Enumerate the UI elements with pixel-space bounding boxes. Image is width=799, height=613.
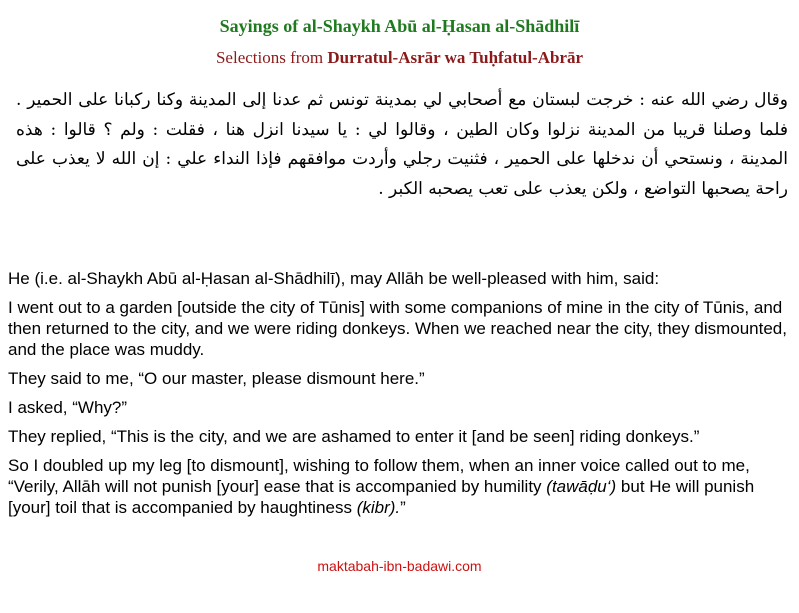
subtitle-prefix: Selections from — [215, 48, 328, 67]
translation-intro: He (i.e. al-Shaykh Abū al-Ḥasan al-Shādhilī), may Allāh be well-pleased with him, said: — [8, 269, 660, 288]
english-translation — [8, 268, 790, 526]
term-kibr: (kibr). — [356, 498, 401, 517]
translation-paragraph-why: I asked, “Why?” — [8, 398, 128, 417]
voice-text-a: So I doubled up my leg [to dismount], wishing to follow them, when an inner voice called out to me, “Verily, Allāh will not punish [your] ease that is accompanied by humility — [8, 456, 750, 496]
arabic-text: وقال رضي الله عنه : خرجت لبستان مع أصحابي لي بمدينة تونس ثم عدنا إلى المدينة وكنا ركبانا على الحمير . فلما وصلنا قريبا من المدينة نزلوا وكان الطين ، وقالوا لي : يا سيدنا انزل هنا ، فقلت : ولم ؟ قالوا : هذه المدينة ، ونستحي أن ندخلها على الحمير ، فثنيت رجلي وأردت موافقهم فإذا النداء علي : إن الله لا يعذب على راحة يصحبها التواضع ، ولكن يعذب على تعب يصحبه الكبر . — [16, 90, 788, 199]
page-subtitle — [0, 48, 799, 68]
footer-site-link[interactable]: maktabah-ibn-badawi.com — [317, 558, 482, 574]
book-title: Durratul-Asrār wa Tuḥfatul-Abrār — [327, 48, 584, 67]
translation-paragraph-garden: I went out to a garden [outside the city of Tūnis] with some companions of mine in the city of Tūnis, and then returned to the city, and we were riding donkeys. When we reached near the city, they dismounted, and the place was muddy. — [8, 298, 787, 359]
voice-text-b: but He will punish [your] toil that is accompanied by haughtiness — [8, 477, 755, 517]
translation-paragraph-reply: They replied, “This is the city, and we are ashamed to enter it [and be seen] riding donkeys.” — [8, 427, 700, 446]
translation-paragraph-voice — [8, 455, 790, 518]
translation-paragraph-dismount: They said to me, “O our master, please dismount here.” — [8, 369, 425, 388]
page-title: Sayings of al-Shaykh Abū al-Ḥasan al-Shādhilī — [219, 16, 580, 36]
term-tawadu: (tawāḍu‘) — [546, 477, 617, 496]
voice-text-c: ” — [400, 498, 406, 517]
